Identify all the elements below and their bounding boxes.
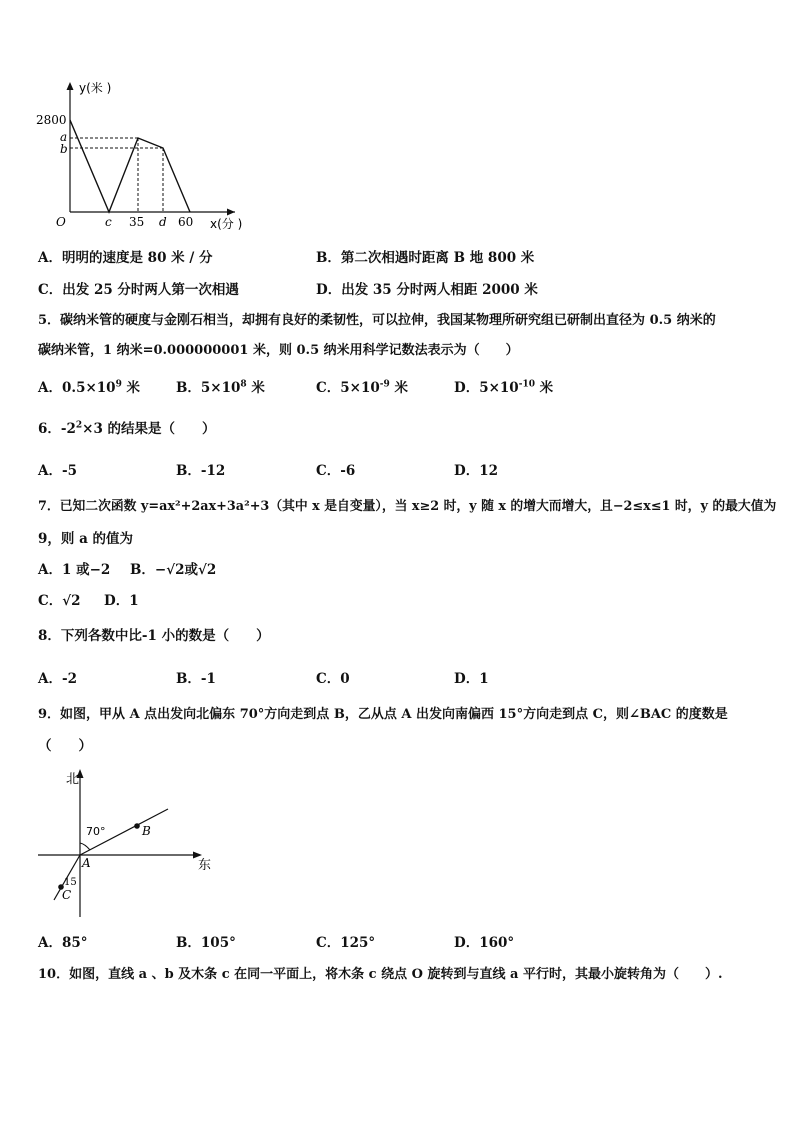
q6-option-d: D．12 [454, 463, 498, 479]
q4-option-a: A．明明的速度是 80 米 / 分 [38, 250, 213, 266]
q5-option-c: C．$5\times 10^{-9}$ 米 [316, 379, 408, 396]
y-tick-b: b [60, 142, 68, 156]
q10-stem: 10．如图，直线 a 、b 及木条 c 在同一平面上，将木条 c 绕点 O 旋转到与直线 a 平行时，其最小旋转角为（ ）. [38, 967, 723, 982]
point-a-label: A [82, 856, 91, 870]
angle-15-label: 15 [64, 877, 77, 888]
q7-option-a: A．1 或−2 [38, 562, 111, 578]
q5-option-a: A．$0.5\times 10^9$ 米 [38, 379, 141, 396]
q6-option-c: C．-6 [316, 463, 356, 479]
q9-option-a: A．85° [38, 935, 88, 951]
y-axis-label: y(米 ) [79, 81, 112, 95]
q8-option-c: C．0 [316, 671, 350, 687]
q7-option-b: B．−√2或√2 [130, 562, 217, 578]
q6-option-b: B．-12 [176, 463, 226, 479]
q7-option-d: D．1 [104, 593, 139, 609]
north-label: 北 [66, 772, 80, 787]
q9-option-d: D．160° [454, 935, 515, 951]
q9-option-c: C．125° [316, 935, 376, 951]
point-c-label: C [62, 888, 72, 902]
angle-70-label: 70° [86, 825, 106, 838]
q7-option-c: C．√2 [38, 593, 81, 609]
q8-option-d: D．1 [454, 671, 489, 687]
q4-option-d: D．出发 35 分时两人相距 2000 米 [316, 282, 538, 298]
q9-stem-line2: （ ） [38, 738, 92, 754]
x-tick-d: d [159, 215, 167, 229]
x-tick-60: 60 [178, 215, 194, 229]
q9-option-b: B．105° [176, 935, 236, 951]
point-b-label: B [142, 824, 151, 838]
east-label: 东 [198, 858, 212, 873]
distance-time-graph [30, 70, 270, 240]
q6-option-a: A．-5 [38, 463, 77, 479]
q5-stem-line2: 碳纳米管，1 纳米=0.000000001 米，则 0.5 纳米用科学记数法表示为（ ） [38, 343, 519, 358]
q4-option-c: C．出发 25 分时两人第一次相遇 [38, 282, 239, 298]
q8-option-a: A．-2 [38, 671, 77, 687]
q6-stem: 6．$-2^2\times 3$ 的结果是（ ） [38, 420, 216, 437]
q4-option-b: B．第二次相遇时距离 B 地 800 米 [316, 250, 535, 266]
q8-stem: 8．下列各数中比-1 小的数是（ ） [38, 628, 270, 644]
q5-option-b: B．$5\times 10^8$ 米 [176, 379, 265, 396]
q5-option-d: D．$5\times 10^{-10}$ 米 [454, 379, 554, 396]
q7-stem-line1: 7．已知二次函数 y=ax²+2ax+3a²+3（其中 x 是自变量），当 x≥2 时，y 随 x 的增大而增大，且−2≤x≤1 时，y 的最大值为 [38, 499, 777, 514]
x-tick-c: c [105, 215, 112, 229]
q7-stem-line2: 9，则 a 的值为 [38, 531, 134, 547]
x-axis-label: x(分 ) [210, 217, 243, 231]
y-tick-2800: 2800 [36, 113, 67, 127]
q5-stem-line1: 5．碳纳米管的硬度与金刚石相当，却拥有良好的柔韧性，可以拉伸，我国某物理所研究组已研制出直径为 0.5 纳米的 [38, 313, 716, 328]
origin-label: O [56, 215, 66, 229]
q8-option-b: B．-1 [176, 671, 216, 687]
direction-diagram [30, 765, 230, 925]
q9-stem-line1: 9．如图，甲从 A 点出发向北偏东 70°方向走到点 B，乙从点 A 出发向南偏西 15°方向走到点 C，则∠BAC 的度数是 [38, 707, 728, 722]
x-tick-35: 35 [129, 215, 145, 229]
y-tick-a: a [60, 130, 68, 144]
